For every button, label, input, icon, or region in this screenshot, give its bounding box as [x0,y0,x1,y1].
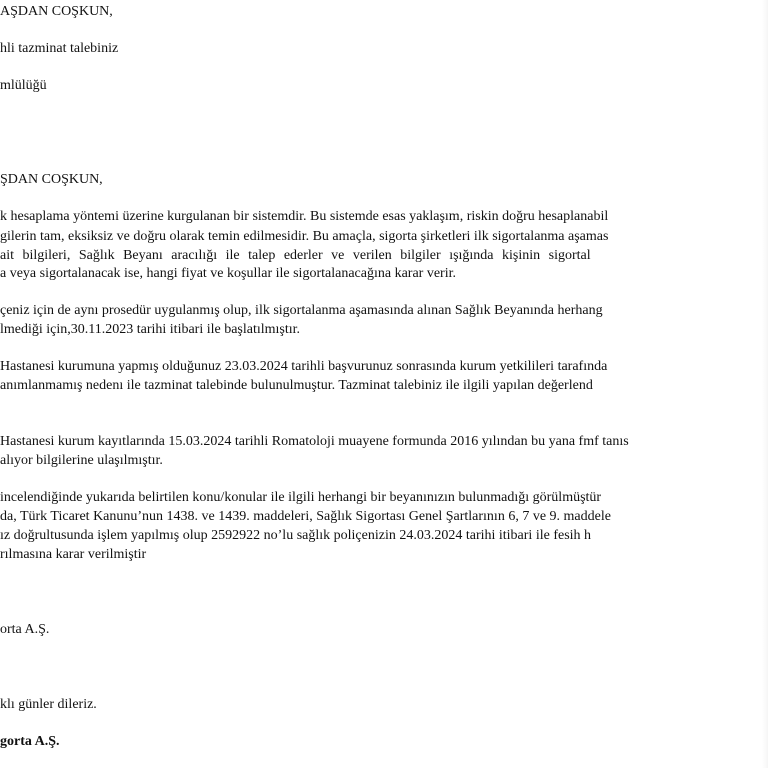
paragraph-4-line: Hastanesi kurum kayıtlarında 15.03.2024 tarihli Romatoloji muayene formunda 2016 yılından bu yana fmf tanıs [0,434,629,449]
paragraph-5-line: rılmasına karar verilmiştir [0,547,147,562]
page-edge [762,0,768,768]
department-line: mlülüğü [0,78,47,93]
paragraph-5-line: ız doğrultusunda işlem yapılmış olup 2592922 no’lu sağlık poliçenizin 24.03.2024 tarihi itibari ile fesih h [0,528,592,543]
paragraph-5-line: da, Türk Ticaret Kanunu’nun 1438. ve 1439. maddeleri, Sağlık Sigortası Genel Şartlarının 6, 7 ve 9. maddele [0,509,611,524]
paragraph-3-line: Hastanesi kurumuna yapmış olduğunuz 23.03.2024 tarihli başvurunuz sonrasında kurum yetkilileri tarafında [0,359,608,374]
paragraph-2-line: lmediği için,30.11.2023 tarihi itibari ile başlatılmıştır. [0,322,301,337]
paragraph-1-line: k hesaplama yöntemi üzerine kurgulanan bir sistemdir. Bu sistemde esas yaklaşım, riskin doğru hesaplanabil [0,209,609,224]
paragraph-1-line: gilerin tam, eksiksiz ve doğru olarak temin edilmesidir. Bu amaçla, sigorta şirketleri ilk sigortalanma aşamas [0,229,609,244]
company-name: orta A.Ş. [0,622,50,637]
closing-line: klı günler dileriz. [0,697,97,712]
paragraph-5-line: incelendiğinde yukarıda belirtilen konu/konular ile ilgili herhangi bir beyanınızın bulunmadığı görülmüştür [0,490,602,505]
paragraph-1-line: a veya sigortalanacak ise, hangi fiyat ve koşullar ile sigortalanacağına karar verir. [0,266,456,281]
paragraph-4-line: alıyor bilgilerine ulaşılmıştır. [0,453,163,468]
paragraph-3-line: anımlanmamış nedenı ile tazminat talebinde bulunulmuştur. Tazminat talebiniz ile ilgili yapılan değerlend [0,378,593,393]
recipient-name-top: AŞDAN COŞKUN, [0,4,113,19]
salutation: ŞDAN COŞKUN, [0,172,103,187]
paragraph-1-line: ait bilgileri, Sağlık Beyanı aracılığı ile talep ederler ve verilen bilgiler ışığında kişinin sigortal [0,248,591,263]
subject-line: hli tazminat talebiniz [0,41,119,56]
paragraph-2-line: çeniz için de aynı prosedür uygulanmış olup, ilk sigortalanma aşamasında alınan Sağlık Beyanında herhang [0,303,603,318]
signature-company: gorta A.Ş. [0,734,60,749]
